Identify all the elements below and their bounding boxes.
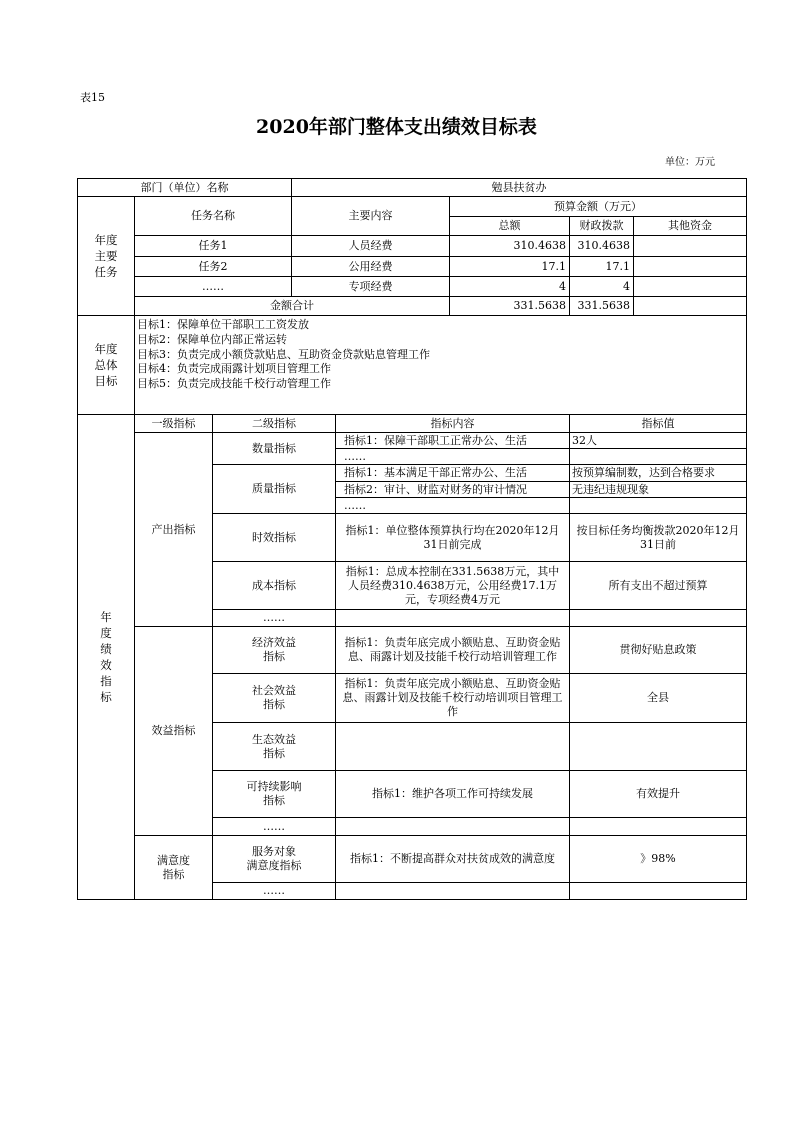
economic-value: 贯彻好贴息政策 [569,626,747,674]
tasks-header-name: 任务名称 [134,196,292,236]
goal-item: 目标5：负责完成技能千校行动管理工作 [137,377,331,391]
benefit-more-content [335,817,570,836]
task-content: 专项经费 [291,276,450,297]
sustain-indicator-label: 可持续影响 指标 [212,770,336,818]
task-fiscal: 310.4638 [569,235,634,257]
output-more-value [569,609,747,627]
page-title: 2020年部门整体支出绩效目标表 [256,116,537,138]
task-name: …… [134,276,292,297]
output-more-content [335,609,570,627]
task-other [633,276,747,297]
quality-content-2: 指标2：审计、财监对财务的审计情况 [335,481,570,498]
goal-item: 目标1：保障单位干部职工工资发放 [137,318,309,331]
task-other [633,235,747,257]
cost-content: 指标1：总成本控制在331.5638万元，其中人员经费310.4638万元，公用经费17.1万元，专项经费4万元 [335,561,570,610]
output-more: …… [212,609,336,627]
task-fiscal: 4 [569,276,634,297]
tasks-section-label: 年度 主要 任务 [77,196,135,316]
dept-label: 部门（单位）名称 [77,178,292,197]
tasks-header-budget: 预算金额（万元） [449,196,747,217]
goal-item: 目标3：负责完成小额贷款贴息、互助资金贷款贴息管理工作 [137,347,430,361]
task-name: 任务2 [134,256,292,277]
task-total: 4 [449,276,570,297]
quality-content-1: 指标1：基本满足干部正常办公、生活 [335,464,570,482]
satisfaction-more: …… [212,882,336,900]
satisfaction-more-content [335,882,570,900]
tasks-sum-label: 金额合计 [134,296,450,316]
tasks-header-content: 主要内容 [291,196,450,236]
perf-header-l2: 二级指标 [212,414,336,433]
task-content: 人员经费 [291,235,450,257]
quantity-value-1: 32人 [569,432,747,449]
sustain-value: 有效提升 [569,770,747,818]
benefit-indicator-label: 效益指标 [134,626,213,836]
quality-value-3 [569,497,747,514]
service-satisfaction-label: 服务对象 满意度指标 [212,835,336,883]
social-indicator-label: 社会效益 指标 [212,673,336,723]
task-total: 17.1 [449,256,570,277]
satisfaction-indicator-label: 满意度 指标 [134,835,213,900]
output-indicator-label: 产出指标 [134,432,213,627]
unit-label: 单位：万元 [665,157,715,168]
ecological-indicator-label: 生态效益 指标 [212,722,336,771]
task-other [633,256,747,277]
perf-header-content: 指标内容 [335,414,570,433]
tasks-sum-fiscal: 331.5638 [569,296,634,316]
perf-header-value: 指标值 [569,414,747,433]
sustain-content: 指标1：维护各项工作可持续发展 [335,770,570,818]
timeliness-indicator-label: 时效指标 [212,513,336,562]
quality-content-3: …… [335,497,570,514]
service-satisfaction-value: 》98% [569,835,747,883]
quantity-content-2: …… [335,448,570,465]
tasks-header-total: 总额 [449,216,570,236]
benefit-more-value [569,817,747,836]
ecological-content [335,722,570,771]
perf-header-l1: 一级指标 [134,414,213,433]
task-total: 310.4638 [449,235,570,257]
goals-section-label: 年度 总体 目标 [77,315,135,415]
task-name: 任务1 [134,235,292,257]
cost-indicator-label: 成本指标 [212,561,336,610]
tasks-sum-total: 331.5638 [449,296,570,316]
quality-value-1: 按预算编制数，达到合格要求 [569,464,747,482]
social-content: 指标1：负责年底完成小额贴息、互助资金贴息、雨露计划及技能千校行动培训项目管理工作 [335,673,570,723]
timeliness-value: 按目标任务均衡拨款2020年12月31日前 [569,513,747,562]
dept-value: 勉县扶贫办 [291,178,747,197]
quantity-indicator-label: 数量指标 [212,432,336,465]
table-number: 表15 [80,91,105,104]
perf-section-label: 年 度 绩 效 指 标 [77,414,135,900]
service-satisfaction-content: 指标1：不断提高群众对扶贫成效的满意度 [335,835,570,883]
goal-item: 目标4：负责完成雨露计划项目管理工作 [137,362,331,376]
economic-indicator-label: 经济效益 指标 [212,626,336,674]
satisfaction-more-value [569,882,747,900]
cost-value: 所有支出不超过预算 [569,561,747,610]
economic-content: 指标1：负责年底完成小额贴息、互助资金贴息、雨露计划及技能千校行动培训管理工作 [335,626,570,674]
tasks-sum-other [633,296,747,316]
ecological-value [569,722,747,771]
social-value: 全县 [569,673,747,723]
benefit-more: …… [212,817,336,836]
timeliness-content: 指标1：单位整体预算执行均在2020年12月31日前完成 [335,513,570,562]
tasks-header-fiscal: 财政拨款 [569,216,634,236]
goal-item: 目标2：保障单位内部正常运转 [137,332,287,346]
tasks-header-other: 其他资金 [633,216,747,236]
quantity-value-2 [569,448,747,465]
quantity-content-1: 指标1：保障干部职工正常办公、生活 [335,432,570,449]
task-content: 公用经费 [291,256,450,277]
task-fiscal: 17.1 [569,256,634,277]
quality-indicator-label: 质量指标 [212,464,336,514]
quality-value-2: 无违纪违规现象 [569,481,747,498]
goals-list [134,315,747,415]
